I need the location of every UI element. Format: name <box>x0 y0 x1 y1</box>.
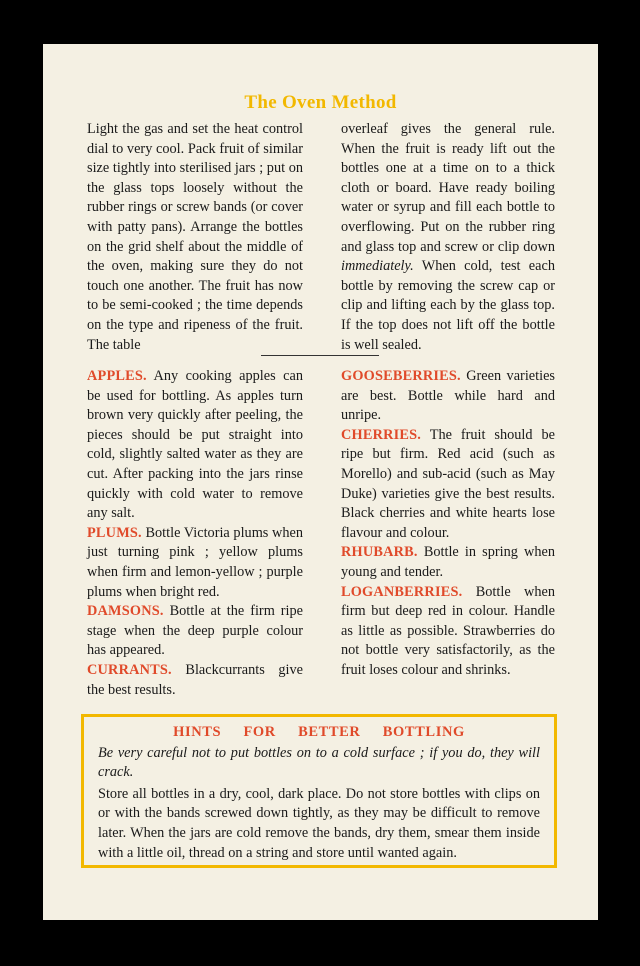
fruit-name: CURRANTS. <box>87 661 172 678</box>
fruit-text: Green varieties are best. Bottle while hard and unripe. <box>341 368 555 424</box>
fruit-entry-plums <box>87 524 303 602</box>
fruit-text: Any cooking apples can be used for bottling. As apples turn brown very quickly after peeling, the pieces should be put straight into cold, slightly salted water as they are cut. After packing into the jars rinse quickly with cold water to remove any salt. <box>87 368 303 522</box>
hints-warning: Be very careful not to put bottles on to a cold surface ; if you do, they will crack. <box>98 744 540 781</box>
hints-title: HINTS FOR BETTER BOTTLING <box>173 724 465 740</box>
fruit-entry-damsons <box>87 602 303 661</box>
fruit-entry-gooseberries <box>341 367 555 426</box>
intro-right-text-a: overleaf gives the general rule. When the fruit is ready lift out the bottles one at a time on to a thick cloth or board. Have ready boiling water or syrup and fill each bottle to overflowing. Put on the rubber ring and glass top and screw or clip down <box>341 121 555 255</box>
fruit-name: DAMSONS. <box>87 603 164 620</box>
fruit-name: APPLES. <box>87 368 147 384</box>
fruit-name: LOGANBERRIES. <box>341 583 463 600</box>
hints-body: Store all bottles in a dry, cool, dark place. Do not store bottles with clips on or with the bands screwed down tightly, as they may be difficult to remove later. When the jars are cold remove the bands, dry them, smear them inside with a little oil, thread on a string and store until wanted again. <box>98 785 540 861</box>
intro-right-emphasis: immediately. <box>341 258 414 275</box>
hints-box <box>81 714 557 868</box>
fruit-name: GOOSEBERRIES. <box>341 368 461 384</box>
intro-right-column <box>341 120 555 355</box>
fruit-text: The fruit should be ripe but firm. Red acid (such as Morello) and sub-acid (such as May Duke) varieties give the best results. Black cherries and white hearts lose flavour and colour. <box>341 426 555 541</box>
fruit-text: Bottle in spring when young and tender. <box>341 544 555 580</box>
fruit-entry-apples <box>87 367 303 524</box>
intro-left-text: Light the gas and set the heat control dial to very cool. Pack fruit of similar size tightly into sterilised jars ; put on the glass tops loosely without the rubber rings or screw bands (or cover with patty pans). Arrange the bottles on the grid shelf about the middle of the oven, making sure they do not touch one another. The fruit has now to be semi-cooked ; the time depends on the type and ripeness of the fruit. The table <box>87 121 303 353</box>
fruit-text: Bottle at the firm ripe stage when the deep purple colour has appeared. <box>87 603 303 659</box>
fruit-entry-rhubarb <box>341 543 555 582</box>
fruit-text: Bottle when firm but deep red in colour. Handle as little as possible. Strawberries do not bottle very satisfactorily, as the fruit loses colour and shrinks. <box>341 583 555 678</box>
fruit-text: Blackcurrants give the best results. <box>87 661 303 698</box>
intro-left-column <box>87 120 303 355</box>
fruit-name: PLUMS. <box>87 524 142 541</box>
fruits-left-column <box>87 367 303 700</box>
fruit-name: CHERRIES. <box>341 426 422 443</box>
section-divider <box>261 355 379 356</box>
fruit-name: RHUBARB. <box>341 544 418 561</box>
intro-right-text <box>341 120 555 355</box>
fruit-text: Bottle Victoria plums when just turning pink ; yellow plums when firm and lemon-yellow ; purple plums when bright red. <box>87 524 303 600</box>
fruit-entry-loganberries <box>341 583 555 681</box>
fruit-entry-currants <box>87 661 303 700</box>
fruits-right-column <box>341 367 555 681</box>
intro-right-text-b: When cold, test each bottle by removing the screw cap or clip and lifting each by the glass top. If the top does not lift off the bottle is well sealed. <box>341 258 555 353</box>
fruit-entry-cherries <box>341 426 555 544</box>
page-title: The Oven Method <box>244 92 397 113</box>
leaflet-page <box>43 44 598 920</box>
